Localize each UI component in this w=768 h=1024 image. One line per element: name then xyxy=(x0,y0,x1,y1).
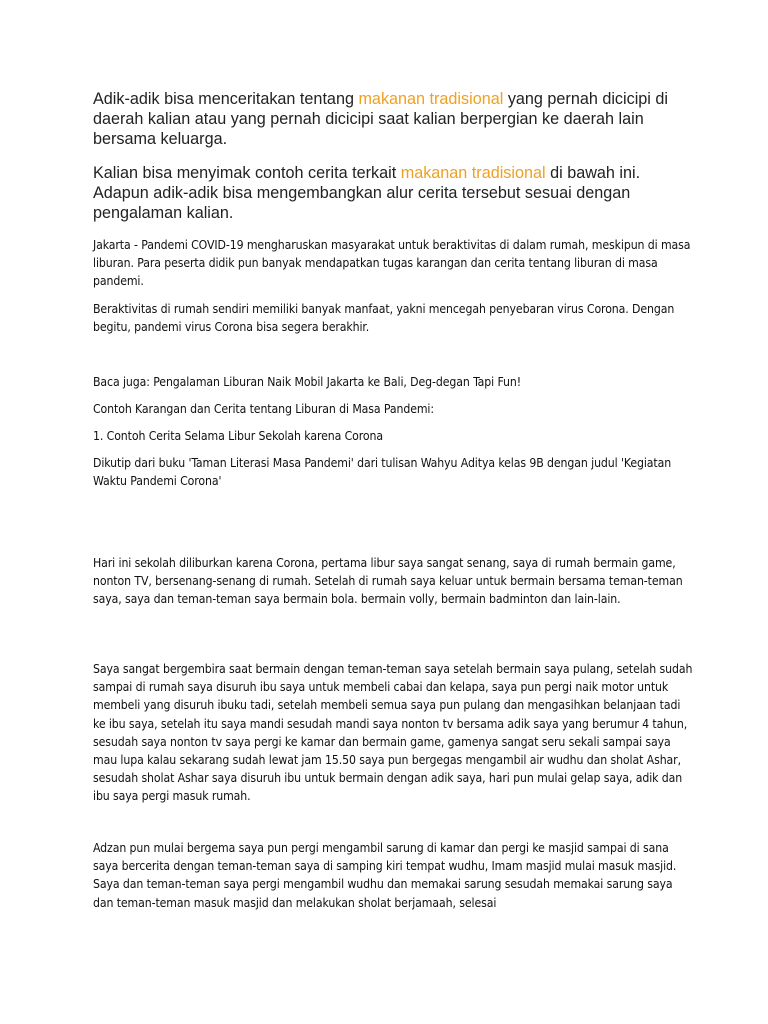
intro-1-highlight-link[interactable]: makanan tradisional xyxy=(358,90,504,108)
intro-2-highlight-link[interactable]: makanan tradisional xyxy=(400,164,546,182)
story-paragraph-2: Saya sangat bergembira saat bermain dengan teman-teman saya setelah bermain saya pulang, setelah sudah sampai di rumah saya disuruh ibu saya untuk membeli cabai dan kelapa, saya pun pergi naik motor untuk membeli yang disuruh ibuku tadi, setelah membeli semua saya pun pulang dan mengasihkan belanjaan tadi ke ibu saya, setelah itu saya mandi sesudah mandi saya nonton tv bersama adik saya yang berumur 4 tahun, sesudah saya nonton tv saya pergi ke kamar dan bermain game, gamenya sangat seru sekali sampai saya mau lupa kalau sekarang sudah lewat jam 15.50 saya pun bergegas mengambil air wudhu dan sholat Ashar, sesudah sholat Ashar saya disuruh ibu untuk bermain dengan adik saya, hari pun mulai gelap saya, adik dan ibu saya pergi masuk rumah. xyxy=(93,662,693,804)
story-paragraph-3: Adzan pun mulai bergema saya pun pergi mengambil sarung di kamar dan pergi ke masjid sampai di sana saya bercerita dengan teman-teman saya di samping kiri tempat wudhu, Imam masjid mulai masuk masjid. Saya dan teman-teman saya pergi mengambil wudhu dan memakai sarung sesudah memakai sarung saya dan teman-teman masuk masjid dan melakukan sholat berjamaah, selesai xyxy=(93,841,677,910)
intro-1-text-after: yang pernah dicicipi di daerah kalian atau yang pernah dicicipi saat kalian berpergian ke daerah lain bersama keluarga. xyxy=(93,90,669,148)
intro-paragraph-2 xyxy=(93,163,693,223)
intro-2-text-before: Kalian bisa menyimak contoh cerita terkait xyxy=(93,164,401,182)
intro-2-text-after: di bawah ini. Adapun adik-adik bisa mengembangkan alur cerita tersebut sesuai dengan pengalaman kalian. xyxy=(93,164,641,222)
article-paragraph-intro: Jakarta - Pandemi COVID-19 mengharuskan masyarakat untuk beraktivitas di dalam rumah, meskipun di masa liburan. Para peserta didik pun banyak mendapatkan tugas karangan dan cerita tentang liburan di masa pandemi. xyxy=(93,238,691,289)
intro-1-text-before: Adik-adik bisa menceritakan tentang xyxy=(93,90,359,108)
article-paragraph-benefit: Beraktivitas di rumah sendiri memiliki banyak manfaat, yakni mencegah penyebaran virus Corona. Dengan begitu, pandemi virus Corona bisa segera berakhir. xyxy=(93,302,675,335)
intro-paragraph-1 xyxy=(93,89,693,149)
subsection-heading: 1. Contoh Cerita Selama Libur Sekolah karena Corona xyxy=(93,429,383,443)
section-heading: Contoh Karangan dan Cerita tentang Liburan di Masa Pandemi: xyxy=(93,402,434,416)
story-paragraph-1: Hari ini sekolah diliburkan karena Corona, pertama libur saya sangat senang, saya di rumah bermain game, nonton TV, bersenang-senang di rumah. Setelah di rumah saya keluar untuk bermain bersama teman-teman saya, saya dan teman-teman saya bermain bola. bermain volly, bermain badminton dan lain-lain. xyxy=(93,556,683,607)
source-citation: Dikutip dari buku 'Taman Literasi Masa Pandemi' dari tulisan Wahyu Aditya kelas 9B dengan judul 'Kegiatan Waktu Pandemi Corona' xyxy=(93,456,672,489)
read-also-line: Baca juga: Pengalaman Liburan Naik Mobil Jakarta ke Bali, Deg-degan Tapi Fun! xyxy=(93,375,522,389)
